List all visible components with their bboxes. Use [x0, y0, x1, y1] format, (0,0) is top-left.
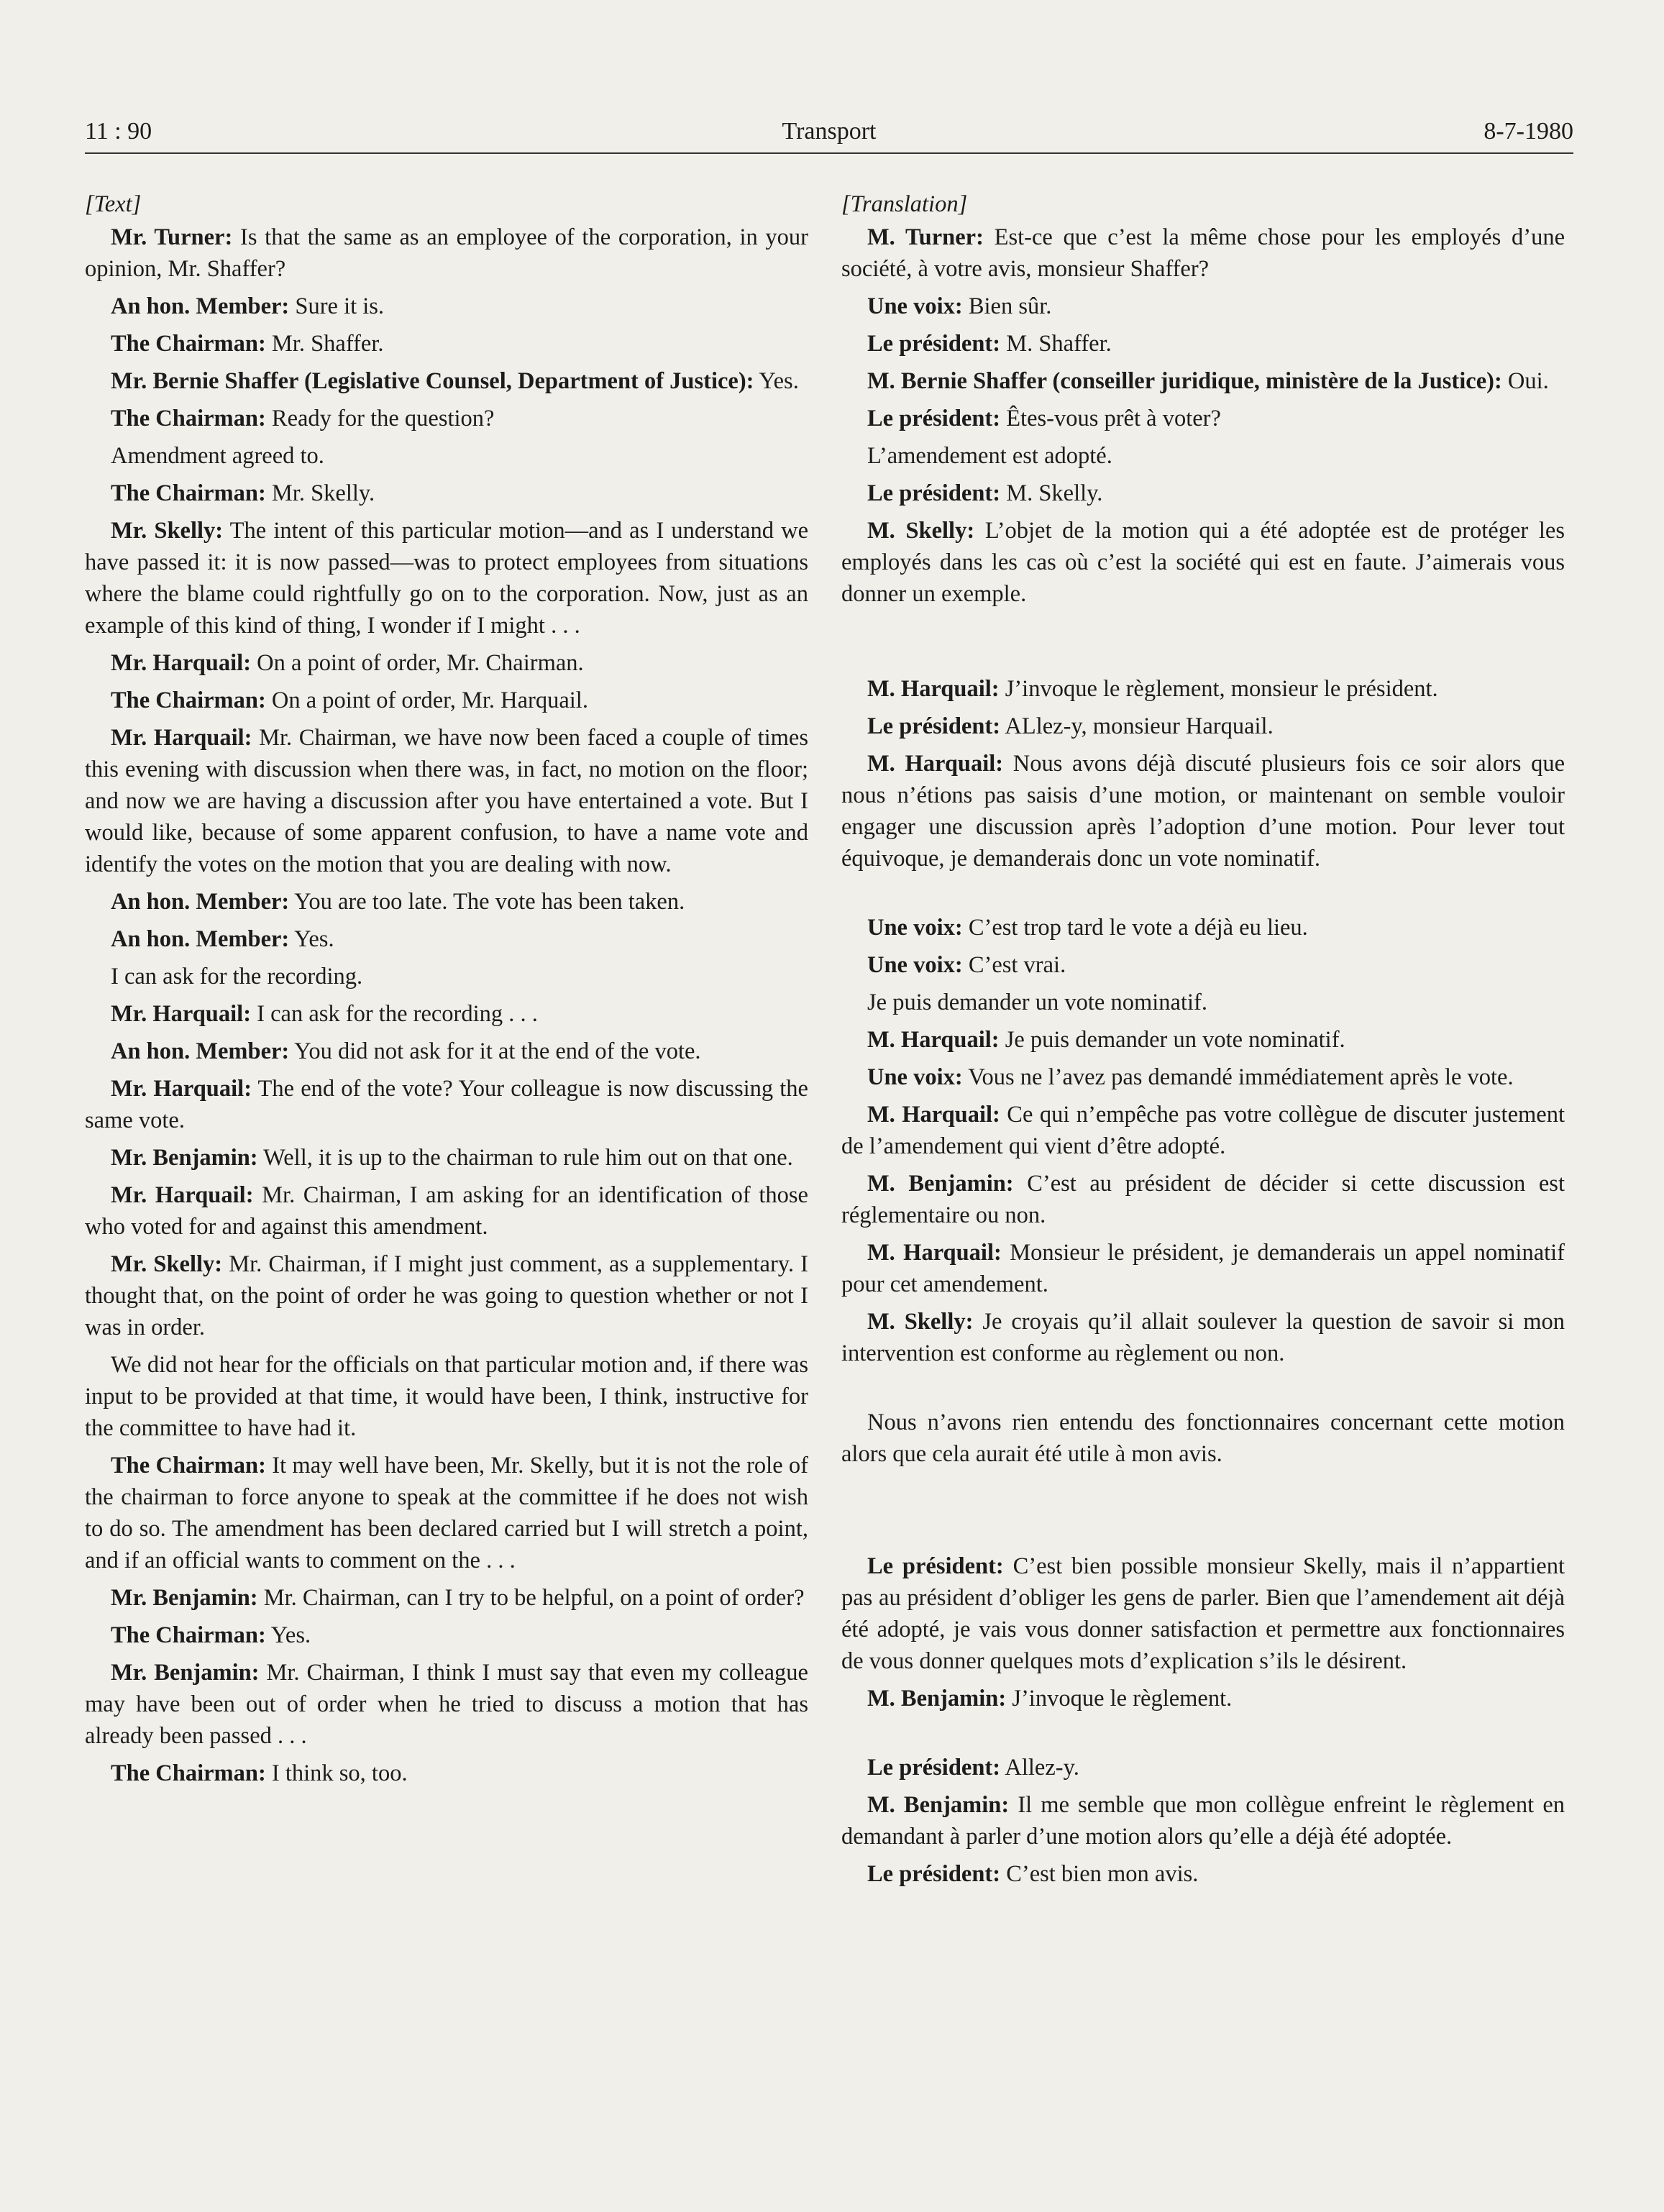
transcript-paragraph — [841, 291, 1565, 322]
page-number: 11 : 90 — [85, 118, 152, 145]
transcript-paragraph — [85, 886, 808, 918]
running-title: Transport — [782, 118, 877, 145]
transcript-paragraph — [841, 1683, 1565, 1714]
speech-text: Je puis demander un vote nominatif. — [999, 1027, 1345, 1053]
speech-text: We did not hear for the officials on that particular motion and, if there was input to be provided at that time, it would have been, I think, instructive for the committee to have had it. — [85, 1352, 808, 1441]
speaker-name: M. Harquail: — [867, 676, 1000, 702]
transcript-paragraph — [841, 1099, 1565, 1162]
transcript-paragraph — [85, 923, 808, 955]
speech-text: Yes. — [265, 1622, 311, 1648]
transcript-paragraph — [841, 477, 1565, 509]
speech-text: J’invoque le règlement, monsieur le président. — [999, 676, 1438, 702]
speaker-name: Le président: — [867, 713, 1001, 739]
speaker-name: M. Harquail: — [867, 1027, 1000, 1053]
speaker-name: M. Harquail: — [867, 1102, 1000, 1128]
transcript-paragraph — [85, 440, 808, 472]
speaker-name: M. Harquail: — [867, 751, 1004, 777]
page-header — [85, 115, 1573, 154]
speaker-name: M. Bernie Shaffer (conseiller juridique, ministère de la Justice): — [867, 368, 1502, 394]
speaker-name: Le président: — [867, 480, 1001, 506]
speech-text: Ce qui n’empêche pas votre collègue de discuter justement de l’amendement qui vient d’être adopté. — [841, 1102, 1565, 1159]
speaker-name: Mr. Harquail: — [111, 1001, 252, 1027]
transcript-paragraph — [841, 440, 1565, 472]
speaker-name: Mr. Benjamin: — [111, 1145, 258, 1171]
speaker-name: Une voix: — [867, 952, 963, 978]
speech-text: Nous avons déjà discuté plusieurs fois ce soir alors que nous n’étions pas saisis d’une motion, or maintenant on semble vouloir engager une discussion après l’adoption d’une motion. Pour lever tout équivoque, je demanderais donc un vote nominatif. — [841, 751, 1565, 872]
speech-text: You are too late. The vote has been taken. — [289, 889, 685, 915]
speaker-name: An hon. Member: — [111, 889, 290, 915]
speech-text: Well, it is up to the chairman to rule him out on that one. — [257, 1145, 793, 1171]
speaker-name: The Chairman: — [111, 331, 266, 357]
transcript-paragraph — [841, 987, 1565, 1018]
speaker-name: The Chairman: — [111, 1622, 266, 1648]
french-paragraphs — [841, 221, 1565, 1890]
transcript-paragraph — [841, 949, 1565, 981]
speaker-name: An hon. Member: — [111, 1038, 290, 1064]
text-marker: [Text] — [85, 191, 142, 217]
speech-text: Mr. Shaffer. — [265, 331, 384, 357]
speaker-name: Le président: — [867, 1553, 1004, 1579]
speaker-name: Mr. Harquail: — [111, 725, 252, 751]
speech-text: Amendment agreed to. — [111, 443, 324, 469]
speech-text: ALlez-y, monsieur Harquail. — [1000, 713, 1274, 739]
speech-text: L’objet de la motion qui a été adoptée est de protéger les employés dans les cas où c’est la société qui est en faute. J’aimerais vous donner un exemple. — [841, 518, 1565, 607]
speaker-name: The Chairman: — [111, 687, 266, 713]
transcript-paragraph — [841, 748, 1565, 874]
speech-text: Sure it is. — [289, 293, 385, 319]
speech-text: Mr. Chairman, can I try to be helpful, on a point of order? — [257, 1585, 805, 1611]
transcript-paragraph — [85, 403, 808, 434]
transcript-paragraph — [841, 365, 1565, 397]
speaker-name: Une voix: — [867, 293, 963, 319]
speaker-name: Une voix: — [867, 1064, 963, 1090]
speaker-name: Mr. Skelly: — [111, 1251, 223, 1277]
transcript-paragraph — [85, 961, 808, 992]
transcript-paragraph — [85, 1349, 808, 1444]
speaker-name: Le président: — [867, 1755, 1001, 1781]
speaker-name: M. Harquail: — [867, 1240, 1002, 1266]
english-column — [85, 188, 808, 1795]
speech-text: M. Shaffer. — [1000, 331, 1112, 357]
speaker-name: Le président: — [867, 331, 1001, 357]
transcript-paragraph — [841, 1752, 1565, 1783]
transcript-paragraph — [85, 1036, 808, 1067]
speaker-name: The Chairman: — [111, 1760, 266, 1786]
speaker-name: An hon. Member: — [111, 926, 290, 952]
speech-text: Je croyais qu’il allait soulever la question de savoir si mon intervention est conforme au règlement ou non. — [841, 1309, 1565, 1366]
transcript-paragraph — [85, 365, 808, 397]
transcript-paragraph — [841, 515, 1565, 610]
speech-text: You did not ask for it at the end of the vote. — [289, 1038, 701, 1064]
speech-text: The intent of this particular motion—and as I understand we have passed it: it is now passed—was to protect employees from situations where the blame could rightfully go on to the corporation. Now, just as an example of this kind of thing, I wonder if I might . . . — [85, 518, 808, 639]
transcript-paragraph — [85, 515, 808, 641]
french-column — [841, 188, 1565, 1896]
speaker-name: Mr. Turner: — [111, 224, 233, 250]
speech-text: Il me semble que mon collègue enfreint le règlement en demandant à parler d’une motion alors qu’elle a déjà été adoptée. — [841, 1792, 1565, 1850]
speech-text: C’est au président de décider si cette discussion est réglementaire ou non. — [841, 1171, 1565, 1228]
transcript-paragraph — [841, 1789, 1565, 1852]
speech-text: On a point of order, Mr. Chairman. — [251, 650, 584, 676]
speech-text: On a point of order, Mr. Harquail. — [265, 687, 588, 713]
transcript-paragraph — [85, 477, 808, 509]
transcript-paragraph — [841, 1168, 1565, 1231]
translation-marker: [Translation] — [841, 191, 968, 217]
speaker-name: The Chairman: — [111, 406, 266, 431]
transcript-paragraph — [85, 1582, 808, 1614]
transcript-paragraph — [85, 1450, 808, 1576]
speaker-name: Mr. Harquail: — [111, 650, 252, 676]
speech-text: Yes. — [289, 926, 334, 952]
transcript-paragraph — [841, 912, 1565, 943]
transcript-paragraph — [841, 710, 1565, 742]
transcript-paragraph — [85, 1657, 808, 1752]
english-paragraphs — [85, 221, 808, 1789]
speaker-name: The Chairman: — [111, 1453, 266, 1479]
transcript-paragraph — [85, 998, 808, 1030]
transcript-paragraph — [85, 1619, 808, 1651]
speech-text: Mr. Chairman, if I might just comment, as a supplementary. I thought that, on the point of order he was going to question whether or not I was in order. — [85, 1251, 808, 1340]
speaker-name: M. Skelly: — [867, 518, 975, 544]
speech-text: It may well have been, Mr. Skelly, but it is not the role of the chairman to force anyone to speak at the committee if he does not wish to do so. The amendment has been declared carried but I will stretch a point, and if an official wants to comment on the . . . — [85, 1453, 808, 1573]
speech-text: Is that the same as an employee of the corporation, in your opinion, Mr. Shaffer? — [85, 224, 808, 282]
transcript-paragraph — [841, 1858, 1565, 1890]
speech-text: C’est bien possible monsieur Skelly, mais il n’appartient pas au président d’obliger les gens de parler. Bien que l’amendement ait déjà été adopté, je vais vous donner satisfaction et permettre aux fonctionnaires de vous donner quelques mots d’explication s’ils le désirent. — [841, 1553, 1565, 1674]
speaker-name: M. Turner: — [867, 224, 984, 250]
speech-text: Allez-y. — [1000, 1755, 1079, 1781]
speaker-name: M. Benjamin: — [867, 1792, 1010, 1818]
transcript-paragraph — [841, 673, 1565, 705]
speech-text: Est-ce que c’est la même chose pour les employés d’une société, à votre avis, monsieur Shaffer? — [841, 224, 1565, 282]
speaker-name: M. Benjamin: — [867, 1686, 1007, 1711]
speaker-name: Mr. Skelly: — [111, 518, 224, 544]
transcript-paragraph — [841, 1306, 1565, 1369]
speaker-name: Le président: — [867, 1861, 1001, 1887]
transcript-paragraph — [85, 1142, 808, 1174]
transcript-paragraph — [85, 1179, 808, 1243]
speech-text: I can ask for the recording . . . — [251, 1001, 538, 1027]
speech-text: C’est bien mon avis. — [1000, 1861, 1199, 1887]
speaker-name: Mr. Bernie Shaffer (Legislative Counsel, Department of Justice): — [111, 368, 754, 394]
speaker-name: Mr. Harquail: — [111, 1182, 254, 1208]
transcript-paragraph — [841, 1550, 1565, 1677]
speech-text: C’est vrai. — [962, 952, 1066, 978]
speech-text: Mr. Chairman, we have now been faced a couple of times this evening with discussion when there was, in fact, no motion on the floor; and now we are having a discussion after you have entertained a vote. But I would like, because of some apparent confusion, to have a name vote and identify the votes on the motion that you are dealing with now. — [85, 725, 808, 877]
speech-text: I think so, too. — [265, 1760, 408, 1786]
speech-text: Yes. — [754, 368, 799, 394]
speech-text: L’amendement est adopté. — [867, 443, 1112, 469]
transcript-paragraph — [85, 1073, 808, 1136]
transcript-paragraph — [85, 328, 808, 360]
speech-text: J’invoque le règlement. — [1006, 1686, 1233, 1711]
transcript-paragraph — [85, 647, 808, 679]
transcript-paragraph — [841, 1024, 1565, 1056]
transcript-paragraph — [841, 221, 1565, 285]
transcript-paragraph — [841, 1237, 1565, 1300]
speaker-name: An hon. Member: — [111, 293, 290, 319]
transcript-paragraph — [841, 403, 1565, 434]
speech-text: Monsieur le président, je demanderais un appel nominatif pour cet amendement. — [841, 1240, 1565, 1297]
speech-text: Je puis demander un vote nominatif. — [867, 990, 1207, 1015]
speech-text: Vous ne l’avez pas demandé immédiatement après le vote. — [962, 1064, 1514, 1090]
speaker-name: M. Benjamin: — [867, 1171, 1014, 1197]
speaker-name: Mr. Benjamin: — [111, 1660, 260, 1686]
speech-text: C’est trop tard le vote a déjà eu lieu. — [962, 915, 1308, 941]
speech-text: I can ask for the recording. — [111, 964, 363, 990]
transcript-paragraph — [85, 722, 808, 880]
speaker-name: Une voix: — [867, 915, 963, 941]
speaker-name: Le président: — [867, 406, 1001, 431]
speech-text: Ready for the question? — [265, 406, 495, 431]
speech-text: Mr. Skelly. — [265, 480, 375, 506]
transcript-paragraph — [85, 1758, 808, 1789]
transcript-paragraph — [841, 1407, 1565, 1470]
speaker-name: The Chairman: — [111, 480, 266, 506]
transcript-paragraph — [85, 221, 808, 285]
speech-text: The end of the vote? Your colleague is now discussing the same vote. — [85, 1076, 808, 1133]
speech-text: Mr. Chairman, I am asking for an identification of those who voted for and against this amendment. — [85, 1182, 808, 1240]
speaker-name: Mr. Benjamin: — [111, 1585, 258, 1611]
speech-text: Nous n’avons rien entendu des fonctionnaires concernant cette motion alors que cela aurait été utile à mon avis. — [841, 1409, 1565, 1467]
speech-text: Mr. Chairman, I think I must say that even my colleague may have been out of order when he tried to discuss a motion that has already been passed . . . — [85, 1660, 808, 1749]
speaker-name: M. Skelly: — [867, 1309, 974, 1335]
transcript-paragraph — [841, 1061, 1565, 1093]
transcript-paragraph — [85, 291, 808, 322]
speaker-name: Mr. Harquail: — [111, 1076, 252, 1102]
speech-text: Oui. — [1501, 368, 1549, 394]
transcript-paragraph — [85, 1248, 808, 1343]
page-date: 8-7-1980 — [1484, 118, 1573, 145]
speech-text: M. Skelly. — [1000, 480, 1103, 506]
transcript-paragraph — [841, 328, 1565, 360]
transcript-paragraph — [85, 685, 808, 716]
speech-text: Êtes-vous prêt à voter? — [1000, 406, 1221, 431]
speech-text: Bien sûr. — [962, 293, 1052, 319]
